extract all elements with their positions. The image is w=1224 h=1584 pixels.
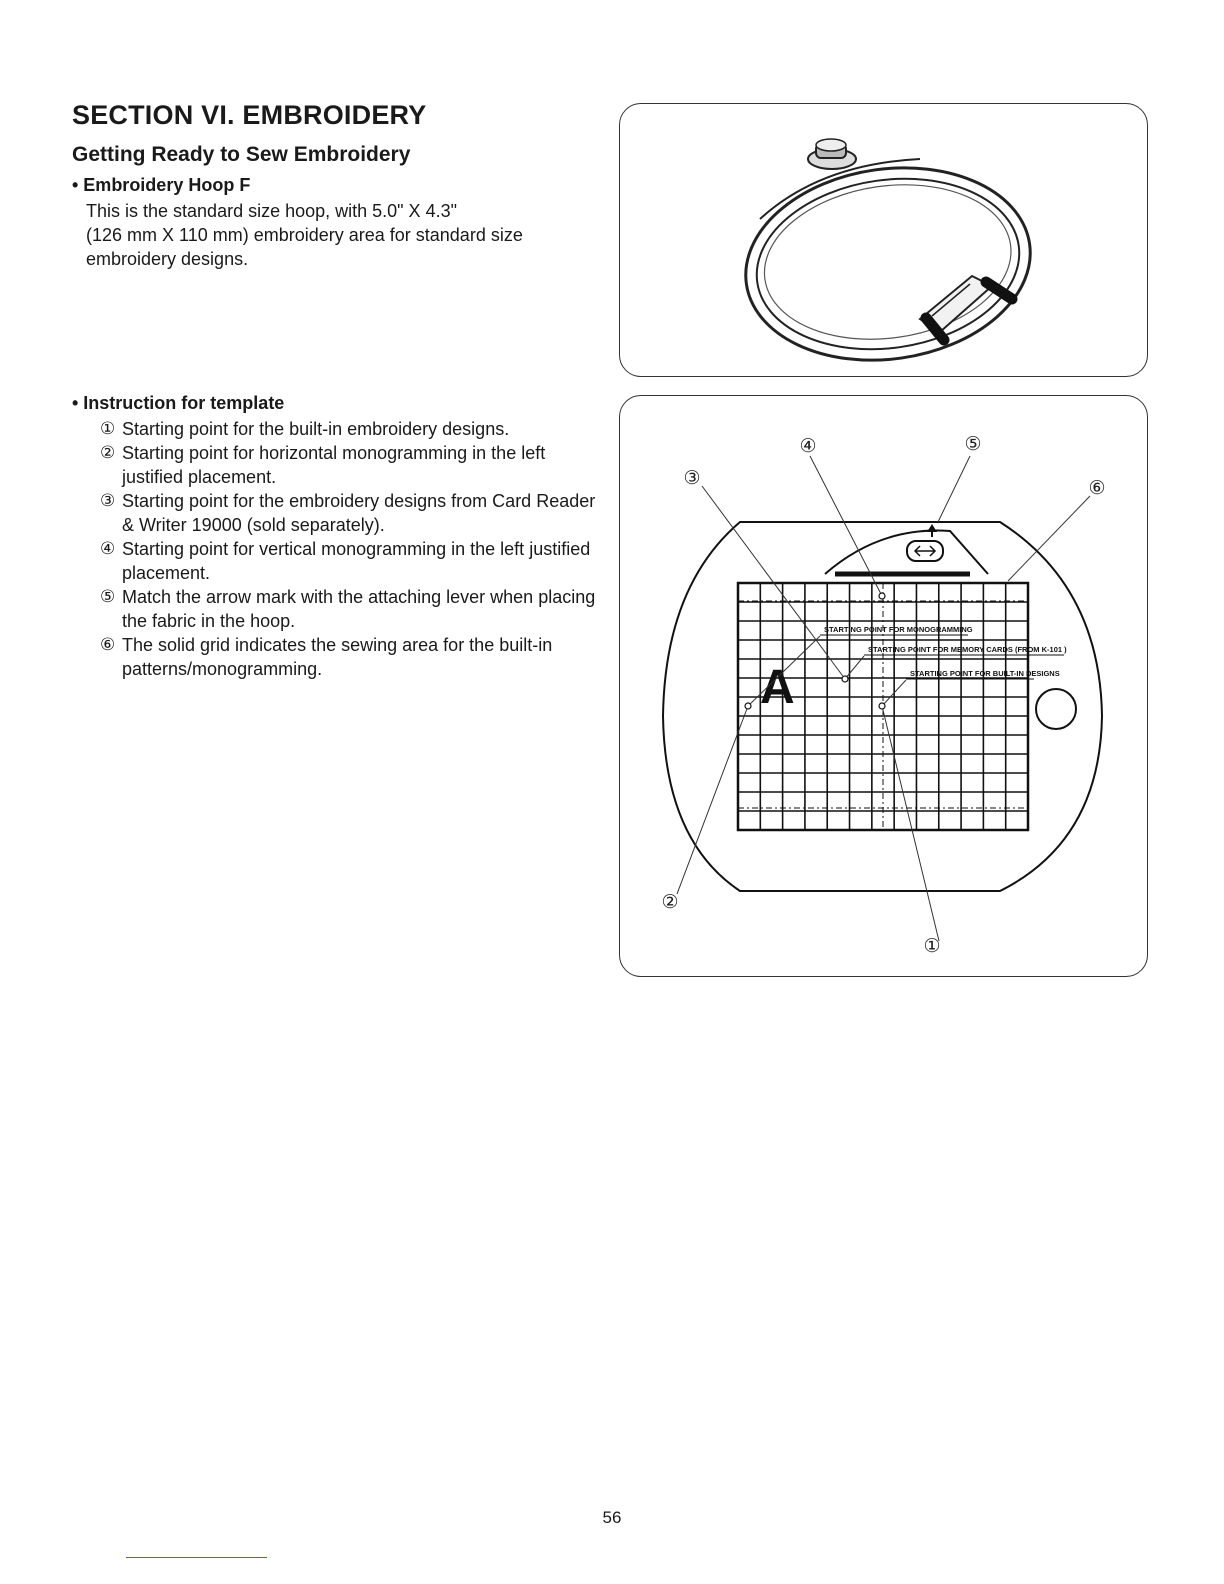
start-point-1 xyxy=(879,703,885,709)
item-number: ① xyxy=(100,419,116,439)
callout-6: ⑥ xyxy=(1088,478,1106,499)
item-text: Starting point for vertical monogramming in the left justified placement. xyxy=(122,539,591,583)
item-number: ⑤ xyxy=(100,587,116,607)
callout-1: ① xyxy=(923,936,941,957)
list-item xyxy=(100,585,610,633)
tension-screw-icon xyxy=(808,139,856,169)
template-letter: A xyxy=(760,661,795,714)
embroidery-hoop-illustration xyxy=(620,104,1147,376)
list-item xyxy=(100,633,610,681)
item-text: Match the arrow mark with the attaching lever when placing the fabric in the hoop. xyxy=(122,587,596,631)
start-point-2 xyxy=(745,703,751,709)
section-title: SECTION VI. EMBROIDERY xyxy=(72,100,427,130)
template-diagram-panel xyxy=(619,395,1148,977)
item-number: ④ xyxy=(100,539,116,559)
page-number: 56 xyxy=(602,1508,622,1527)
label-memory-cards: STARTING POINT FOR MEMORY CARDS (FROM K-101 ) xyxy=(868,645,1067,654)
list-item xyxy=(100,537,610,585)
list-item xyxy=(100,441,610,489)
hoop-line: embroidery designs. xyxy=(86,249,249,269)
template-instruction-list xyxy=(100,417,610,681)
item-number: ② xyxy=(100,443,116,463)
callout-3: ③ xyxy=(683,468,701,489)
hoop-illustration-panel xyxy=(619,103,1148,377)
list-item xyxy=(100,489,610,537)
hoop-outer-ring xyxy=(733,150,1043,376)
template-heading: • Instruction for template xyxy=(72,393,285,413)
template-side-hole xyxy=(1036,689,1076,729)
hoop-line: (126 mm X 110 mm) embroidery area for standard size xyxy=(86,225,523,245)
item-text: Starting point for the built-in embroidery designs. xyxy=(122,419,510,439)
hoop-description xyxy=(86,199,606,271)
callout-5: ⑤ xyxy=(964,434,982,455)
callout-4: ④ xyxy=(799,436,817,457)
attaching-lever-icon xyxy=(920,276,1012,340)
label-built-in: STARTING POINT FOR BUILT-IN DESIGNS xyxy=(910,669,1060,678)
item-text: Starting point for horizontal monogramming in the left justified placement. xyxy=(122,443,546,487)
item-text: Starting point for the embroidery designs from Card Reader & Writer 19000 (sold separately). xyxy=(122,491,596,535)
hoop-inner-ring xyxy=(746,162,1031,365)
item-number: ③ xyxy=(100,491,116,511)
list-item xyxy=(100,417,610,441)
page-subtitle: Getting Ready to Sew Embroidery xyxy=(72,143,411,166)
callout-2: ② xyxy=(661,892,679,913)
item-number: ⑥ xyxy=(100,635,116,655)
embroidery-template-diagram xyxy=(620,396,1147,976)
start-point-3 xyxy=(842,676,848,682)
hoop-line: This is the standard size hoop, with 5.0" X 4.3" xyxy=(86,201,457,221)
lever-slot-icon xyxy=(907,541,943,561)
hoop-heading: • Embroidery Hoop F xyxy=(72,175,251,195)
label-monogramming: STARTING POINT FOR MONOGRAMMING xyxy=(824,625,973,634)
start-point-4 xyxy=(879,593,885,599)
item-text: The solid grid indicates the sewing area for the built-in patterns/monogramming. xyxy=(122,635,553,679)
footer-link-rule xyxy=(126,1557,267,1558)
